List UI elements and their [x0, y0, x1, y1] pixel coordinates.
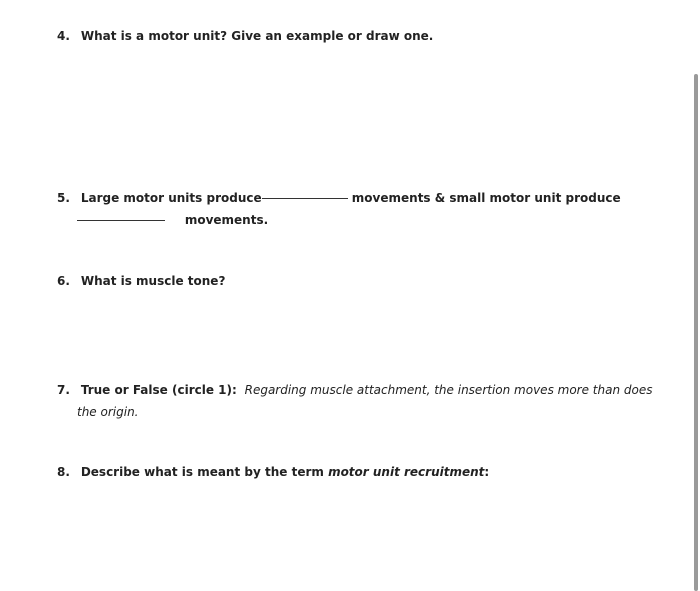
question-number: 7. — [57, 383, 70, 397]
question-number: 4. — [57, 29, 70, 43]
fill-blank-2[interactable] — [77, 219, 165, 221]
question-7 — [57, 380, 652, 401]
vertical-scrollbar[interactable] — [694, 74, 698, 591]
question-text-prefix: Describe what is meant by the term — [80, 465, 329, 479]
question-5 — [57, 188, 621, 209]
question-number: 6. — [57, 274, 70, 288]
term-text: motor unit recruitment — [328, 465, 485, 479]
fill-blank-1[interactable] — [262, 197, 348, 199]
question-number: 5. — [57, 191, 70, 205]
question-text-part2: movements & small motor unit produce — [347, 191, 621, 205]
question-8 — [57, 462, 489, 483]
question-4 — [57, 26, 433, 47]
question-6 — [57, 271, 225, 292]
true-false-label: True or False (circle 1): — [80, 383, 237, 397]
statement-text: Regarding muscle attachment, the insertion moves more than does — [244, 383, 653, 397]
question-number: 8. — [57, 465, 70, 479]
question-text-suffix: : — [484, 465, 490, 479]
question-text: What is a motor unit? Give an example or draw one. — [80, 29, 434, 43]
question-text: What is muscle tone? — [80, 274, 226, 288]
question-7-continued — [77, 402, 139, 423]
statement-text-continued: the origin. — [77, 405, 139, 419]
question-5-continued — [77, 210, 268, 231]
question-text-part1: Large motor units produce — [80, 191, 262, 205]
question-text-part3: movements. — [184, 213, 269, 227]
